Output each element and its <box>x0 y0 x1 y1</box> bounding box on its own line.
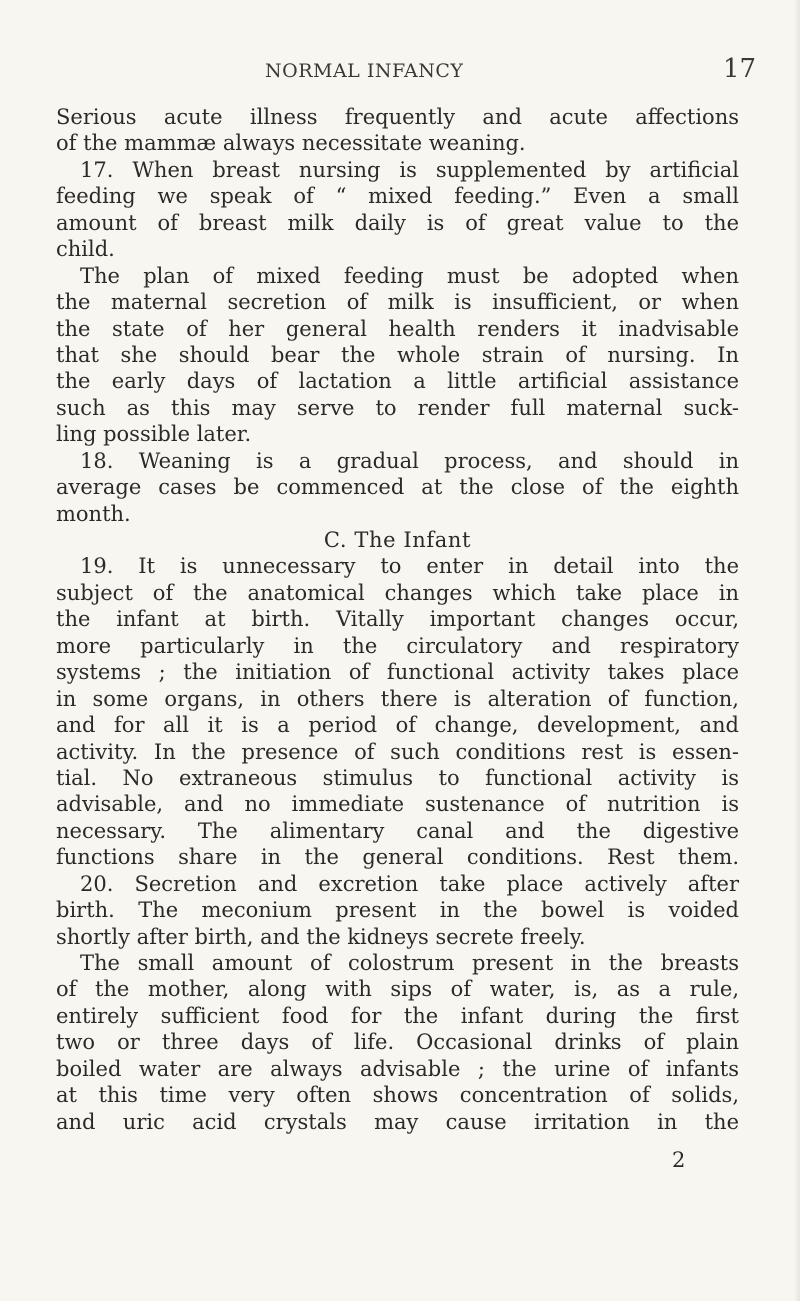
text-line: month. <box>56 501 131 526</box>
text-line: the maternal secretion of milk is insufficient, or when <box>56 290 739 315</box>
page-edge-shadow <box>794 0 800 1301</box>
text-line: 20. Secretion and excretion take place actively after <box>80 871 739 896</box>
text-line: child. <box>56 237 115 262</box>
text-line: 18. Weaning is a gradual process, and should in <box>80 448 739 473</box>
text-line: Serious acute illness frequently and acute affections <box>56 105 739 129</box>
text-line: and uric acid crystals may cause irritation in the <box>56 1109 739 1134</box>
text-line: of the mother, along with sips of water, is, as a rule, <box>56 977 739 1002</box>
text-line: at this time very often shows concentration of solids, <box>56 1083 739 1108</box>
text-line: in some organs, in others there is alteration of function, <box>56 686 739 711</box>
text-line: amount of breast milk daily is of great value to the <box>56 210 739 235</box>
body-text <box>56 104 739 1135</box>
page-number: 17 <box>723 54 757 84</box>
text-line: such as this may serve to render full maternal suck- <box>56 395 739 420</box>
text-line: entirely sufficient food for the infant during the first <box>56 1003 739 1028</box>
text-line: average cases be commenced at the close of the eighth <box>56 475 739 500</box>
text-line: the early days of lactation a little artificial assistance <box>56 369 739 394</box>
text-line: the infant at birth. Vitally important changes occur, <box>56 607 739 632</box>
text-line: tial. No extraneous stimulus to functional activity is <box>56 765 739 790</box>
text-line: of the mammæ always necessitate weaning. <box>56 131 526 156</box>
text-line: The small amount of colostrum present in the breasts <box>80 951 739 975</box>
text-line: systems ; the initiation of functional activity takes place <box>56 660 739 685</box>
text-line: shortly after birth, and the kidneys secrete freely. <box>56 924 586 949</box>
text-line: two or three days of life. Occasional drinks of plain <box>56 1030 739 1055</box>
text-line: the state of her general health renders it inadvisable <box>56 316 739 341</box>
section-heading: C. The Infant <box>323 528 472 552</box>
text-line: that she should bear the whole strain of nursing. In <box>56 342 739 367</box>
text-line: birth. The meconium present in the bowel is voided <box>56 898 739 923</box>
text-line: subject of the anatomical changes which take place in <box>56 580 739 605</box>
text-line: 17. When breast nursing is supplemented by artificial <box>80 157 739 182</box>
text-line: activity. In the presence of such conditions rest is essen- <box>56 739 739 764</box>
text-line: ling possible later. <box>56 422 252 447</box>
running-head <box>0 52 800 92</box>
text-line: boiled water are always advisable ; the urine of infants <box>56 1056 739 1081</box>
text-line: 19. It is unnecessary to enter in detail into the <box>80 554 739 579</box>
running-head-title: NORMAL INFANCY <box>265 60 464 82</box>
text-line: and for all it is a period of change, development, and <box>56 713 739 738</box>
signature-mark: 2 <box>672 1148 686 1172</box>
text-line: more particularly in the circulatory and respiratory <box>56 633 739 658</box>
text-line: advisable, and no immediate sustenance of nutrition is <box>56 792 739 817</box>
text-line: The plan of mixed feeding must be adopted when <box>80 263 739 288</box>
text-line: feeding we speak of “ mixed feeding.” Even a small <box>56 184 739 209</box>
text-line: necessary. The alimentary canal and the digestive <box>56 818 739 843</box>
text-line: functions share in the general conditions. Rest them. <box>56 845 739 870</box>
